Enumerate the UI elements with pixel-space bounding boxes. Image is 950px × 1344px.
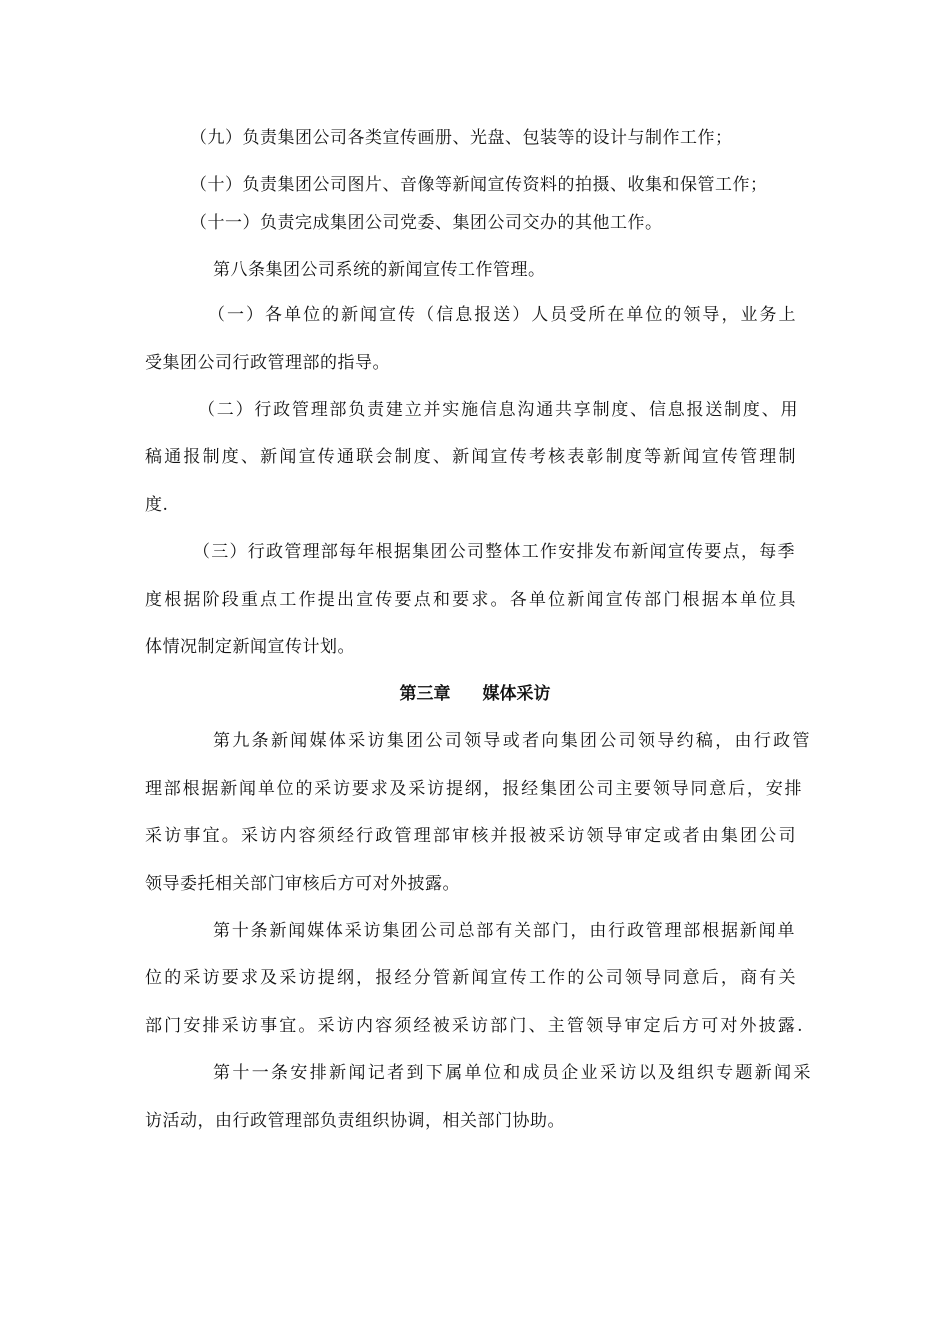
paragraph-line: 稿通报制度、新闻宣传通联会制度、新闻宣传考核表彰制度等新闻宣传管理制 (145, 447, 796, 467)
paragraph-line: 第十一条安排新闻记者到下属单位和成员企业采访以及组织专题新闻采 (213, 1063, 811, 1083)
paragraph-line: （三）行政管理部每年根据集团公司整体工作安排发布新闻宣传要点，每季 (193, 542, 795, 562)
paragraph-line: 采访事宜。采访内容须经行政管理部审核并报被采访领导审定或者由集团公司 (145, 826, 796, 846)
chapter-number: 第三章 (399, 684, 451, 704)
paragraph-line: 受集团公司行政管理部的指导。 (145, 353, 390, 373)
paragraph-line: 第九条新闻媒体采访集团公司领导或者向集团公司领导约稿，由行政管 (213, 731, 810, 751)
paragraph-line: 度根据阶段重点工作提出宣传要点和要求。各单位新闻宣传部门根据本单位具 (145, 590, 796, 610)
paragraph-line: 第八条集团公司系统的新闻宣传工作管理。 (213, 260, 546, 280)
chapter-title: 媒体采访 (482, 684, 551, 704)
paragraph-line: （一）各单位的新闻宣传（信息报送）人员受所在单位的领导，业务上 (208, 305, 796, 325)
paragraph-line: 位的采访要求及采访提纲，报经分管新闻宣传工作的公司领导同意后，商有关 (145, 968, 796, 988)
paragraph-line: （九）负责集团公司各类宣传画册、光盘、包装等的设计与制作工作； (190, 128, 733, 148)
paragraph-line: 领导委托相关部门审核后方可对外披露。 (145, 874, 460, 894)
chapter-heading (0, 682, 950, 706)
paragraph-line: 体情况制定新闻宣传计划。 (145, 637, 355, 657)
paragraph-line: 度. (145, 495, 169, 515)
paragraph-line: 理部根据新闻单位的采访要求及采访提纲，报经集团公司主要领导同意后，安排 (145, 779, 802, 799)
paragraph-line: （二）行政管理部负责建立并实施信息沟通共享制度、信息报送制度、用 (198, 400, 798, 420)
paragraph-line: （十一）负责完成集团公司党委、集团公司交办的其他工作。 (190, 213, 663, 233)
paragraph-line: 访活动，由行政管理部负责组织协调，相关部门协助。 (145, 1111, 565, 1131)
paragraph-line: 第十条新闻媒体采访集团公司总部有关部门，由行政管理部根据新闻单 (213, 921, 795, 941)
paragraph-line: （十）负责集团公司图片、音像等新闻宣传资料的拍摄、收集和保管工作； (190, 175, 768, 195)
paragraph-line: 部门安排采访事宜。采访内容须经被采访部门、主管领导审定后方可对外披露. (145, 1016, 803, 1036)
